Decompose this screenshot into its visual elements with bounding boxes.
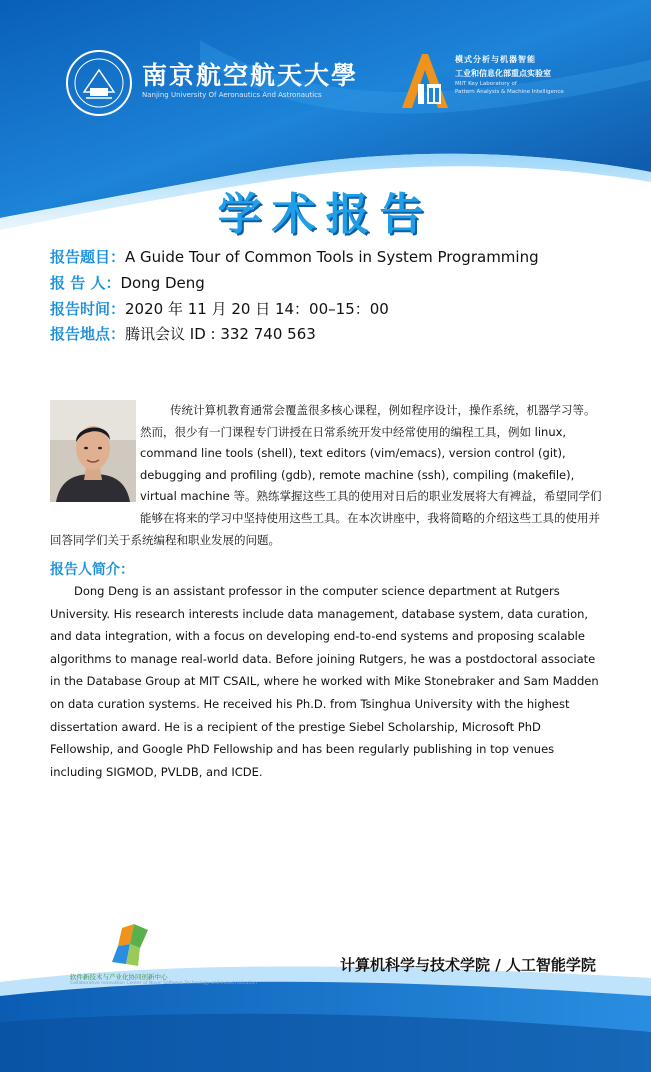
- bio-paragraph: [50, 580, 602, 783]
- page-title: 学术报告: [217, 189, 434, 240]
- place-value: 腾讯会议 ID : 332 740 563: [125, 325, 316, 343]
- school-name: 计算机科学与技术学院 / 人工智能学院: [340, 956, 596, 974]
- time-label: 报告时间：: [50, 300, 126, 318]
- university-name-cn: 南京航空航天大學: [142, 61, 359, 90]
- topic-value: A Guide Tour of Common Tools in System Programming: [125, 248, 539, 266]
- center-name-en: Collaborative Innovation Center of Novel Software Technology and Industrialization: [70, 981, 257, 986]
- center-name: 软件新技术与产业化协同创新中心: [70, 973, 168, 981]
- center-logo-icon: [104, 922, 162, 968]
- university-name-en: Nanjing University Of Aeronautics And Astronautics: [142, 91, 322, 99]
- speaker-value: Dong Deng: [120, 274, 205, 292]
- info-place: [50, 323, 316, 344]
- topic-label: 报告题目：: [50, 248, 126, 266]
- bio-heading: 报告人简介：: [50, 562, 134, 578]
- lab-name-cn-2: 工业和信息化部重点实验室: [455, 69, 551, 78]
- time-value: 2020 年 11 月 20 日 14：00–15：00: [125, 300, 389, 318]
- info-time: [50, 298, 389, 319]
- lab-name-en-2: Pattern Analysis & Machine Intelligence: [455, 89, 564, 95]
- lab-name-en-1: MIIT Key Laboratory of: [455, 81, 517, 87]
- speaker-label: 报 告 人：: [50, 274, 121, 292]
- bio-text: Dong Deng is an assistant professor in the computer science department at Rutgers University. His research interests include data management, database system, data curation, and data integration, with a focus on developing end-to-end systems and proposing scalable algorithms to manage real-world data. Before joining Rutgers, he was a postdoctoral associate in the Database Group at MIT CSAIL, where he worked with Mike Stonebraker and Sam Madden on data curation systems. He received his Ph.D. from Tsinghua University with the highest dissertation award. He is a recipient of the prestige Siebel Scholarship, Microsoft PhD Fellowship, and Google PhD Fellowship and has been regularly publishing in top venues including SIGMOD, PVLDB, and ICDE.: [50, 584, 599, 779]
- abstract-text: 传统计算机教育通常会覆盖很多核心课程，例如程序设计，操作系统，机器学习等。然而，很少有一门课程专门讲授在日常系统开发中经常使用的编程工具，例如 linux, command line tools (shell), text editors (vim/emacs), version control (git), debugging and profiling (gdb), remote machine (ssh), compiling (makefile), virtual machine 等。熟练掌握这些工具的使用对日后的职业发展将大有裨益，希望同学们能够在将来的学习中坚持使用这些工具。在本次讲座中，我将简略的介绍这些工具的使用并回答同学们关于系统编程和职业发展的问题。: [50, 403, 602, 547]
- info-topic: [50, 246, 539, 267]
- abstract-paragraph: [50, 400, 602, 551]
- lab-logo-icon: [398, 50, 450, 110]
- place-label: 报告地点：: [50, 325, 126, 343]
- info-speaker: [50, 272, 205, 293]
- lab-name-cn-1: 模式分析与机器智能: [455, 55, 536, 64]
- university-seal-icon: [64, 48, 134, 118]
